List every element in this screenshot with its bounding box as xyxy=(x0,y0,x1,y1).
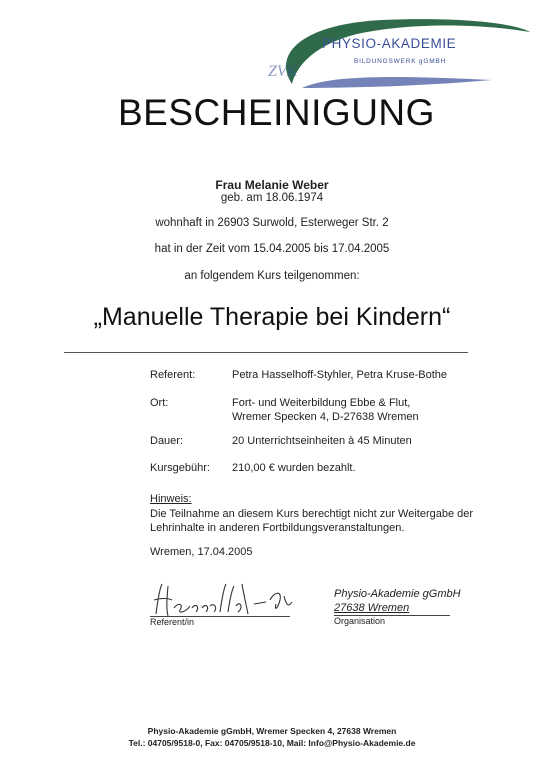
physio-akademie-logo xyxy=(262,14,532,92)
logo-swoosh-blue xyxy=(302,77,492,88)
logo-subtitle: BILDUNGSWERK gGMBH xyxy=(354,58,447,65)
person-residence: wohnhaft in 26903 Surwold, Esterweger Str. 2 xyxy=(155,217,389,229)
logo-swoosh-green xyxy=(286,19,530,84)
referent-label: Referent: xyxy=(150,369,196,381)
ort-value-line1: Fort- und Weiterbildung Ebbe & Flut, xyxy=(232,397,411,409)
logo-name: PHYSIO-AKADEMIE xyxy=(322,36,457,51)
divider-line xyxy=(64,352,468,353)
hint-heading: Hinweis: xyxy=(150,493,192,505)
course-title: „Manuelle Therapie bei Kindern“ xyxy=(93,303,451,331)
person-birth: geb. am 18.06.1974 xyxy=(220,192,324,204)
document-title: BESCHEINIGUNG xyxy=(118,92,435,133)
organisation-city: 27638 Wremen xyxy=(334,602,410,614)
signature-label: Referent/in xyxy=(150,617,195,627)
place-date: Wremen, 17.04.2005 xyxy=(150,546,253,558)
organisation-name: Physio-Akademie gGmbH xyxy=(334,588,461,600)
course-period: hat in der Zeit vom 15.04.2005 bis 17.04.2005 xyxy=(154,243,390,255)
footer-contact: Tel.: 04705/9518-0, Fax: 04705/9518-10, Mail: Info@Physio-Akademie.de xyxy=(128,738,416,748)
course-intro: an folgendem Kurs teilgenommen: xyxy=(184,270,360,282)
organisation-label: Organisation xyxy=(334,616,386,626)
person-name: Frau Melanie Weber xyxy=(215,178,329,192)
dauer-value: 20 Unterrichtseinheiten à 45 Minuten xyxy=(232,435,412,447)
ort-value-line2: Wremer Specken 4, D-27638 Wremen xyxy=(232,411,419,423)
ort-label: Ort: xyxy=(150,397,169,409)
footer-address: Physio-Akademie gGmbH, Wremer Specken 4, 27638 Wremen xyxy=(147,726,397,736)
dauer-label: Dauer: xyxy=(150,435,184,447)
referent-value: Petra Hasselhoff-Styhler, Petra Kruse-Bothe xyxy=(232,369,448,381)
fee-value: 210,00 € wurden bezahlt. xyxy=(232,462,356,474)
logo-emblem-text: ZVK xyxy=(268,63,298,80)
fee-label: Kursgebühr: xyxy=(150,462,210,474)
hint-text: Die Teilnahme an diesem Kurs berechtigt nicht zur Weitergabe der Lehrinhalte in anderen Fortbildungsveranstaltungen. xyxy=(150,508,474,534)
